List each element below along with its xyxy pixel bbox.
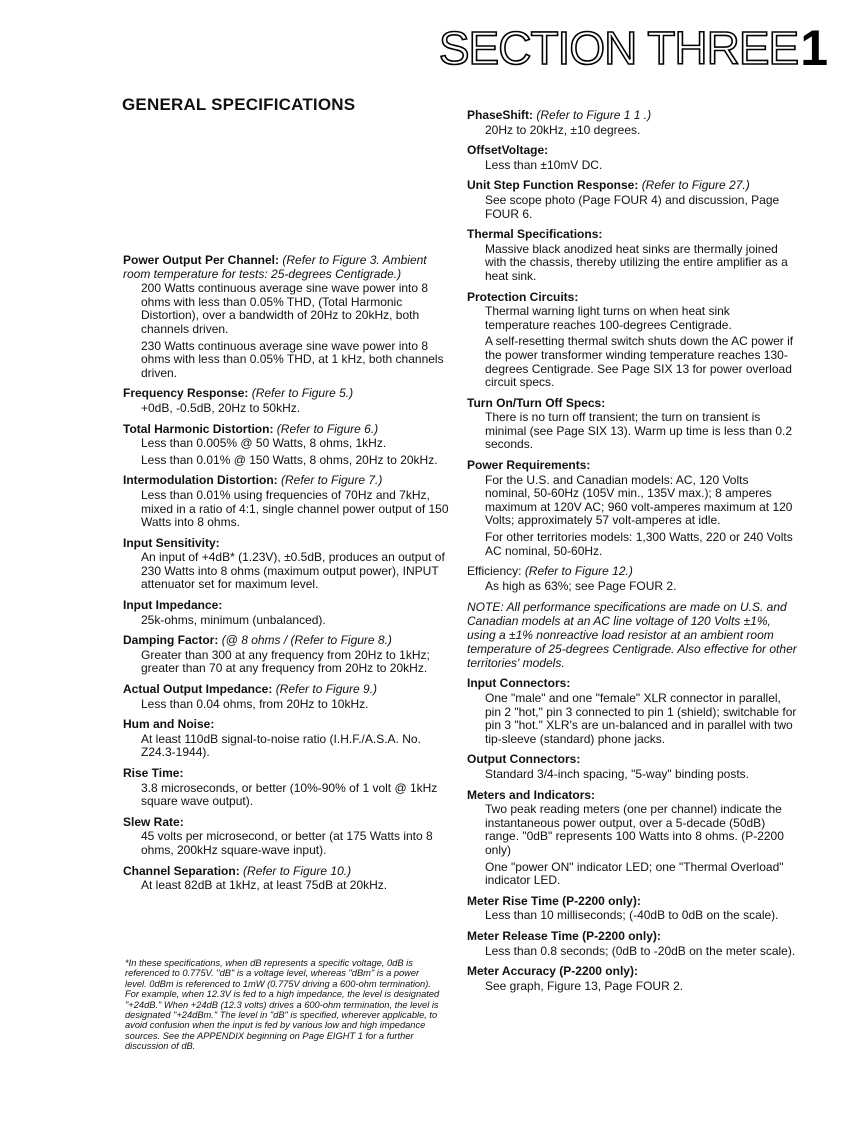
spec-title: Frequency Response: — [123, 386, 249, 401]
spec-item — [467, 228, 797, 283]
spec-note: (Refer to Figure 5.) — [251, 386, 354, 401]
spec-item — [467, 459, 797, 558]
spec-item — [467, 109, 797, 137]
spec-heading — [467, 789, 797, 803]
spec-note: (Refer to Figure 6.) — [276, 421, 379, 436]
spec-note: (Refer to Figure 1 1 .) — [536, 108, 652, 122]
spec-paragraph: Less than 0.8 seconds; (0dB to -20dB on the meter scale). — [485, 943, 796, 958]
spec-heading — [467, 753, 797, 767]
spec-paragraph: One "male" and one "female" XLR connector in parallel, pin 2 "hot," pin 3 connected to pin 1 (shield); switchable for pin 3 "hot." XLR's are un-balanced and in parallel with two tip-sleeve (standard) phone jacks. — [485, 691, 797, 746]
spec-title: Intermodulation Distortion: — [123, 473, 278, 488]
spec-heading — [123, 865, 453, 879]
spec-heading — [467, 397, 797, 411]
right-column — [467, 109, 797, 1000]
spec-paragraph: Less than 0.01% using frequencies of 70Hz and 7kHz, mixed in a ratio of 4:1, single channel power output of 150 Watts into 8 ohms. — [141, 487, 449, 530]
efficiency-label: Efficiency: — [467, 564, 522, 579]
spec-heading — [467, 965, 797, 979]
spec-paragraph: +0dB, -0.5dB, 20Hz to 50kHz. — [141, 400, 301, 415]
spec-item — [123, 474, 453, 529]
spec-paragraph: Massive black anodized heat sinks are thermally joined with the chassis, thereby utilizing the entire amplifier as a heat sink. — [485, 241, 788, 283]
spec-paragraph: 25k-ohms, minimum (unbalanced). — [141, 612, 326, 627]
spec-title: Input Impedance: — [123, 598, 223, 613]
spec-heading — [123, 423, 453, 437]
spec-item — [467, 144, 797, 172]
spec-paragraph: Less than 0.005% @ 50 Watts, 8 ohms, 1kHz. — [141, 436, 387, 451]
spec-item — [123, 718, 453, 760]
efficiency-note: (Refer to Figure 12.) — [524, 564, 633, 579]
efficiency-value: As high as 63%; see Page FOUR 2. — [485, 578, 677, 593]
spec-item — [467, 179, 797, 221]
spec-paragraph: At least 82dB at 1kHz, at least 75dB at 20kHz. — [141, 878, 388, 893]
spec-title: Slew Rate: — [123, 814, 184, 829]
spec-paragraph: Less than 0.01% @ 150 Watts, 8 ohms, 20Hz to 20kHz. — [141, 452, 438, 467]
spec-paragraph: For other territories models: 1,300 Watts, 220 or 240 Volts AC nominal, 50-60Hz. — [485, 530, 793, 558]
spec-title: Input Sensitivity: — [123, 535, 220, 550]
spec-heading — [123, 634, 453, 648]
spec-heading — [467, 895, 797, 909]
spec-item — [467, 677, 797, 746]
spec-paragraph: For the U.S. and Canadian models: AC, 120 Volts nominal, 50-60Hz (105V min., 135V max.); 8 amperes maximum at 120V AC; 960 volt-amperes maximum at 120 Volts; approximately 57 volt-amperes at idle. — [485, 472, 793, 528]
spec-item — [123, 254, 453, 380]
spec-title: OffsetVoltage: — [467, 143, 549, 158]
spec-title: Unit Step Function Response: — [467, 178, 639, 193]
right-spec-list-a — [467, 109, 797, 558]
spec-paragraph: Less than 10 milliseconds; (-40dB to 0dB on the scale). — [485, 908, 779, 923]
spec-paragraph: 45 volts per microsecond, or better (at 175 Watts into 8 ohms, 200kHz square-wave input). — [141, 829, 433, 857]
spec-title: Channel Separation: — [123, 863, 240, 878]
spec-item — [123, 767, 453, 809]
spec-paragraph: See graph, Figure 13, Page FOUR 2. — [485, 978, 684, 993]
spec-item — [123, 387, 453, 415]
spec-heading — [467, 144, 797, 158]
spec-heading — [467, 228, 797, 242]
spec-title: Power Output Per Channel: — [123, 253, 280, 267]
page-heading: GENERAL SPECIFICATIONS — [122, 95, 356, 114]
spec-note: (Refer to Figure 3. Ambient room temperature for tests: 25-degrees Centigrade.) — [123, 253, 427, 281]
spec-item — [467, 930, 797, 958]
section-header — [439, 22, 828, 74]
spec-title: PhaseShift: — [467, 108, 534, 122]
spec-title: Damping Factor: — [123, 633, 219, 648]
spec-title: Meter Release Time (P-2200 only): — [467, 928, 661, 943]
spec-paragraph: 3.8 microseconds, or better (10%-90% of 1 volt @ 1kHz square wave output). — [141, 780, 438, 809]
spec-heading — [123, 718, 453, 732]
spec-item — [123, 537, 453, 592]
spec-item — [123, 865, 453, 893]
left-column — [123, 254, 453, 900]
spec-paragraph: Thermal warning light turns on when heat sink temperature reaches 100-degrees Centigrade. — [485, 304, 732, 332]
spec-heading — [123, 537, 453, 551]
spec-item — [467, 753, 797, 781]
spec-title: Actual Output Impedance: — [123, 682, 273, 697]
efficiency-spec — [467, 565, 797, 593]
spec-heading — [123, 767, 453, 781]
spec-item — [467, 397, 797, 452]
spec-paragraph: 200 Watts continuous average sine wave power into 8 ohms with less than 0.05% THD, (Total Harmonic Distortion), over a bandwidth of 20Hz to 20kHz, both channels driven. — [141, 281, 429, 336]
spec-heading — [123, 599, 453, 613]
right-spec-list-b — [467, 677, 797, 993]
spec-note: (Refer to Figure 27.) — [641, 178, 750, 193]
section-title: SECTION THREE — [438, 22, 799, 74]
spec-paragraph: There is no turn off transient; the turn on transient is minimal (see Page SIX 13). Warm up time is less than 0.2 seconds. — [485, 410, 793, 452]
spec-paragraph: Less than 0.04 ohms, from 20Hz to 10kHz. — [141, 696, 369, 711]
spec-heading — [467, 677, 797, 691]
spec-title: Hum and Noise: — [123, 717, 215, 732]
spec-item — [123, 683, 453, 711]
spec-item — [123, 634, 453, 676]
spec-item — [467, 291, 797, 390]
spec-paragraph: An input of +4dB* (1.23V), ±0.5dB, produces an output of 230 Watts into 8 ohms (maximum output power), INPUT attenuator set for maximum level. — [141, 550, 445, 592]
spec-heading — [467, 930, 797, 944]
spec-paragraph: A self-resetting thermal switch shuts down the AC power if the power transformer winding temperature reaches 130-degrees Centigrade. See Page SIX 13 for power overload circuit specs. — [485, 334, 794, 390]
spec-heading — [123, 387, 453, 401]
spec-paragraph: Two peak reading meters (one per channel) indicate the instantaneous power output, over a 5-decade (50dB) range. "0dB" represents 100 Watts into 8 ohms. (P-2200 only) — [485, 802, 784, 857]
spec-title: Meter Accuracy (P-2200 only): — [467, 964, 638, 979]
spec-title: Input Connectors: — [467, 676, 571, 691]
spec-heading — [123, 816, 453, 830]
spec-heading — [123, 683, 453, 697]
spec-item — [467, 895, 797, 923]
spec-paragraph: 230 Watts continuous average sine wave power into 8 ohms with less than 0.05% THD, at 1 kHz, both channels driven. — [141, 338, 444, 380]
spec-paragraph: One "power ON" indicator LED; one "Thermal Overload" indicator LED. — [485, 859, 784, 888]
performance-note: NOTE: All performance specifications are made on U.S. and Canadian models at an AC line voltage of 120 Volts ±1%, using a ±1% nonreactive load resistor at an ambient room temperature of 25-degrees Centigrade. Also effective for other territories' models. — [467, 600, 797, 671]
spec-heading — [467, 291, 797, 305]
spec-title: Thermal Specifications: — [467, 227, 603, 242]
spec-item — [467, 965, 797, 993]
spec-paragraph: 20Hz to 20kHz, ±10 degrees. — [485, 122, 641, 137]
spec-heading — [467, 459, 797, 473]
spec-title: Turn On/Turn Off Specs: — [467, 395, 606, 410]
footnote: *In these specifications, when dB represents a specific voltage, 0dB is referenced to 0.775V. "dB" is a voltage level, whereas "dBm" is a power level. 0dBm is referenced to 1mW (0.775V driving a 600-ohm termination). For example, when 12.3V is fed to a high impedance, the level is designated "+24dB." When +24dB (12.3 volts) drives a 600-ohm termination, the level is designated "+24dBm." The level in "dB" is specified, wherever applicable, to avoid confusion when the input is fed by various low and high impedance sources. See the APPENDIX beginning on Page EIGHT 1 for a further discussion of dB. — [125, 958, 440, 1052]
spec-note: (Refer to Figure 9.) — [275, 682, 378, 697]
spec-paragraph: Less than ±10mV DC. — [485, 157, 603, 172]
spec-title: Rise Time: — [123, 766, 184, 780]
spec-title: Total Harmonic Distortion: — [123, 421, 274, 436]
spec-heading — [467, 179, 797, 193]
left-spec-list — [123, 254, 453, 893]
spec-note: (@ 8 ohms / (Refer to Figure 8.) — [221, 633, 392, 648]
spec-paragraph: See scope photo (Page FOUR 4) and discussion, Page FOUR 6. — [485, 192, 780, 221]
spec-item — [467, 789, 797, 888]
spec-note: (Refer to Figure 10.) — [243, 863, 352, 878]
spec-item — [123, 816, 453, 858]
spec-title: Meter Rise Time (P-2200 only): — [467, 893, 641, 908]
spec-paragraph: Greater than 300 at any frequency from 20Hz to 1kHz; greater than 70 at any frequency from 20Hz to 20kHz. — [141, 647, 430, 676]
spec-title: Protection Circuits: — [467, 289, 579, 304]
spec-item — [123, 599, 453, 627]
spec-note: (Refer to Figure 7.) — [281, 473, 383, 488]
spec-heading — [123, 474, 453, 488]
spec-item — [123, 423, 453, 468]
spec-heading — [123, 254, 453, 281]
spec-paragraph: At least 110dB signal-to-noise ratio (I.H.F./A.S.A. No. Z24.3-1944). — [141, 731, 421, 760]
spec-title: Power Requirements: — [467, 458, 591, 473]
page-number: 1 — [800, 20, 828, 76]
spec-paragraph: Standard 3/4-inch spacing, "5-way" binding posts. — [485, 766, 750, 781]
spec-title: Output Connectors: — [467, 752, 581, 767]
spec-heading — [467, 109, 797, 123]
spec-title: Meters and Indicators: — [467, 787, 596, 802]
